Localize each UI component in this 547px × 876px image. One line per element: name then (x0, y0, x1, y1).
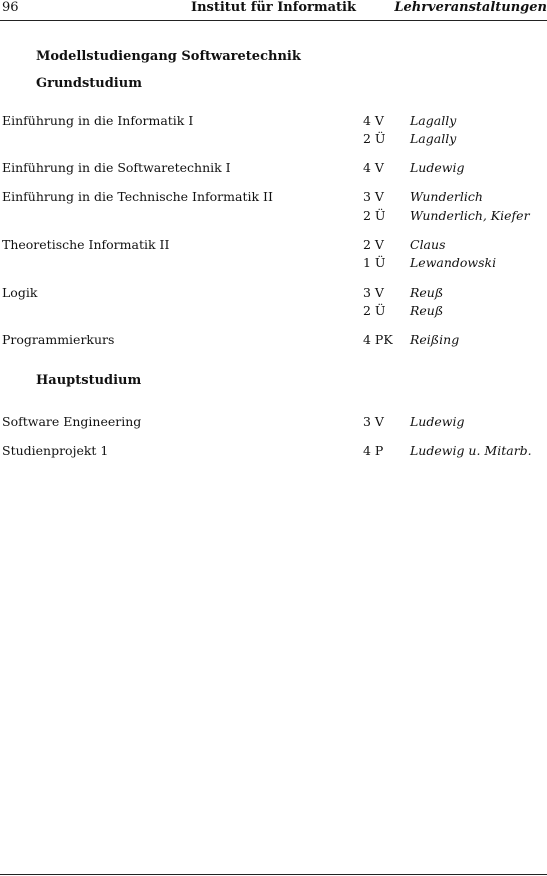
course-hours: 3 V (363, 285, 384, 300)
course-hours: 2 Ü (363, 131, 386, 146)
course-name: Theoretische Informatik II (2, 237, 170, 252)
course-hours: 2 Ü (363, 208, 386, 223)
course-row (0, 332, 547, 352)
course-row (0, 255, 547, 275)
course-hours: 3 V (363, 414, 384, 429)
course-hours: 3 V (363, 189, 384, 204)
course-row (0, 160, 547, 180)
course-lecturer: Ludewig u. Mitarb. (410, 443, 532, 458)
course-row (0, 285, 547, 305)
section-title-hauptstudium: Hauptstudium (36, 373, 142, 388)
course-name: Programmierkurs (2, 332, 115, 347)
course-name: Einführung in die Softwaretechnik I (2, 160, 231, 175)
course-lecturer: Claus (410, 237, 446, 252)
course-lecturer: Lagally (410, 113, 457, 128)
header-rule (0, 20, 547, 21)
course-hours: 4 V (363, 113, 384, 128)
course-name: Studienprojekt 1 (2, 443, 109, 458)
course-row (0, 443, 547, 463)
course-row (0, 131, 547, 151)
page-header (0, 0, 547, 22)
course-hours: 4 V (363, 160, 384, 175)
running-section-title: Lehrveranstaltungen (394, 0, 547, 15)
course-lecturer: Lagally (410, 131, 457, 146)
course-lecturer: Lewandowski (410, 255, 497, 270)
course-hours: 4 PK (363, 332, 393, 347)
course-name: Logik (2, 285, 38, 300)
course-hours: 2 V (363, 237, 384, 252)
course-name: Einführung in die Informatik I (2, 113, 194, 128)
course-row (0, 208, 547, 228)
course-lecturer: Wunderlich, Kiefer (410, 208, 530, 223)
course-name: Software Engineering (2, 414, 142, 429)
course-hours: 2 Ü (363, 303, 386, 318)
course-lecturer: Reuß (410, 285, 444, 300)
course-hours: 4 P (363, 443, 384, 458)
course-row (0, 189, 547, 209)
course-row (0, 303, 547, 323)
course-row (0, 237, 547, 257)
section-title-grundstudium: Grundstudium (36, 76, 142, 91)
page-number: 96 (2, 0, 19, 15)
course-lecturer: Ludewig (410, 160, 465, 175)
course-hours: 1 Ü (363, 255, 386, 270)
program-title: Modellstudiengang Softwaretechnik (36, 49, 301, 64)
course-row (0, 113, 547, 133)
course-name: Einführung in die Technische Informatik II (2, 189, 273, 204)
course-lecturer: Reuß (410, 303, 444, 318)
course-row (0, 414, 547, 434)
running-title: Institut für Informatik (191, 0, 356, 15)
course-lecturer: Ludewig (410, 414, 465, 429)
course-lecturer: Reißing (410, 332, 460, 347)
footer-rule (0, 874, 547, 875)
course-lecturer: Wunderlich (410, 189, 483, 204)
